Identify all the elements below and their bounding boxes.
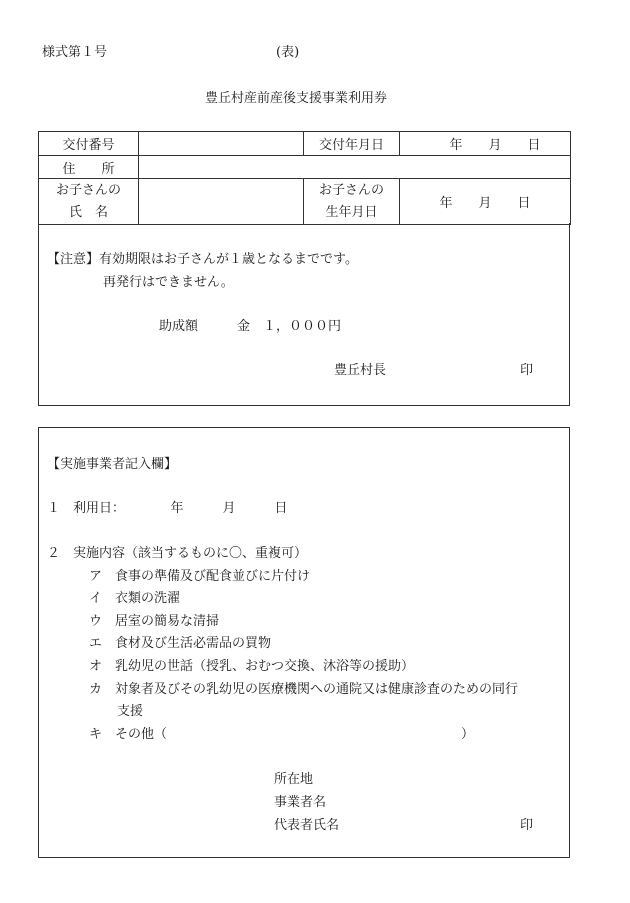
child-birth-label-line2: 生年月日 bbox=[325, 204, 378, 220]
child-name-label-line2: 氏 名 bbox=[68, 204, 108, 220]
representative-label: 代表者氏名 bbox=[274, 818, 340, 833]
issue-number-field[interactable] bbox=[139, 132, 304, 156]
content-item-a: ア 食事の準備及び配食並びに片付け bbox=[89, 569, 311, 584]
child-name-label bbox=[39, 179, 139, 225]
content-heading: ２ 実施内容（該当するものに〇、重複可） bbox=[47, 546, 308, 561]
child-birth-field[interactable]: 年 月 日 bbox=[400, 179, 571, 225]
mayor-label: 豊丘村長 bbox=[334, 363, 387, 378]
child-birth-label-line1: お子さんの bbox=[318, 182, 384, 198]
issue-number-label: 交付番号 bbox=[39, 132, 139, 156]
form-number: 様式第１号 bbox=[42, 45, 108, 60]
issue-date-label: 交付年月日 bbox=[304, 132, 400, 156]
provider-heading: 【実施事業者記入欄】 bbox=[47, 457, 178, 472]
content-item-ka: カ 対象者及びその乳幼児の医療機関への通院又は健康診査のための同行 bbox=[89, 682, 519, 697]
content-item-ki: キ その他（ bbox=[89, 727, 168, 742]
address-field[interactable] bbox=[139, 156, 571, 179]
notice-line-1: 【注意】有効期限はお子さんが１歳となるまでです。 bbox=[47, 252, 358, 267]
mayor-seal: 印 bbox=[520, 363, 534, 378]
content-item-e: エ 食材及び生活必需品の買物 bbox=[89, 636, 272, 651]
provider-box bbox=[38, 427, 570, 858]
notice-box bbox=[38, 223, 570, 406]
usage-date-line: １ 利用日： 年 月 日 bbox=[47, 501, 288, 516]
notice-line-2: 再発行はできません。 bbox=[103, 275, 234, 290]
child-name-field[interactable] bbox=[139, 179, 304, 225]
business-name-label: 事業者名 bbox=[274, 795, 327, 810]
issue-table bbox=[38, 131, 570, 225]
child-birth-label bbox=[304, 179, 400, 225]
child-name-label-line1: お子さんの bbox=[55, 182, 121, 198]
representative-seal: 印 bbox=[520, 818, 534, 833]
content-item-o: オ 乳幼児の世話（授乳、おむつ交換、沐浴等の援助） bbox=[89, 659, 415, 674]
content-item-ki-close: ） bbox=[461, 727, 475, 742]
content-item-ka-cont: 支援 bbox=[117, 704, 144, 719]
content-item-i: イ 衣類の洗濯 bbox=[89, 591, 181, 606]
page-title: 豊丘村産前産後支援事業利用券 bbox=[205, 91, 388, 106]
issue-date-field[interactable]: 年 月 日 bbox=[400, 132, 571, 156]
address-label: 住 所 bbox=[39, 156, 139, 179]
subsidy-amount: 助成額 金 １，０００円 bbox=[159, 319, 342, 334]
content-item-u: ウ 居室の簡易な清掃 bbox=[89, 614, 220, 629]
location-label: 所在地 bbox=[274, 772, 314, 787]
form-side-label: (表) bbox=[276, 45, 300, 60]
